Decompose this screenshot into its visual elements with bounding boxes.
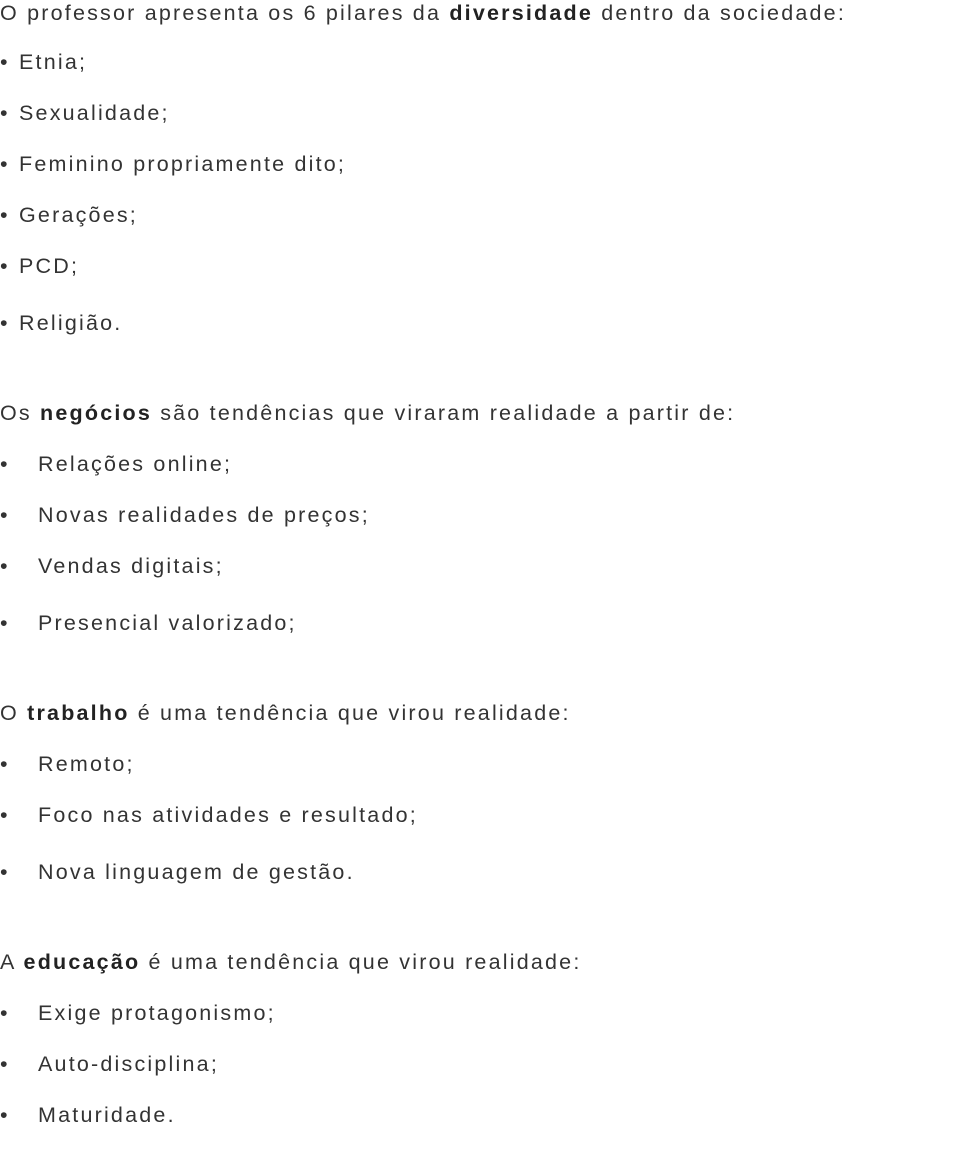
paragraph-diversidade: O professor apresenta os 6 pilares da diversidade dentro da sociedade: — [0, 1, 847, 25]
paragraph-trabalho: O trabalho é uma tendência que virou realidade: — [0, 701, 571, 725]
list-item: • Maturidade. — [0, 1103, 176, 1127]
list-item: • Novas realidades de preços; — [0, 503, 370, 527]
list-item: • Feminino propriamente dito; — [0, 152, 347, 176]
list-item: • Vendas digitais; — [0, 554, 224, 578]
keyword-trabalho: trabalho — [27, 701, 130, 725]
list-item: • Nova linguagem de gestão. — [0, 860, 355, 884]
list-item: • Exige protagonismo; — [0, 1001, 276, 1025]
list-item: • Presencial valorizado; — [0, 611, 297, 635]
list-item: • Sexualidade; — [0, 101, 170, 125]
list-item: • Etnia; — [0, 50, 88, 74]
list-item: • PCD; — [0, 254, 80, 278]
paragraph-negocios: Os negócios são tendências que viraram realidade a partir de: — [0, 401, 736, 425]
paragraph-educacao: A educação é uma tendência que virou realidade: — [0, 950, 582, 974]
list-item: • Relações online; — [0, 452, 233, 476]
list-item: • Auto-disciplina; — [0, 1052, 219, 1076]
list-item: • Gerações; — [0, 203, 138, 227]
keyword-diversidade: diversidade — [449, 1, 594, 25]
list-item: • Religião. — [0, 311, 123, 335]
keyword-negocios: negócios — [40, 401, 153, 425]
list-item: • Foco nas atividades e resultado; — [0, 803, 418, 827]
list-item: • Remoto; — [0, 752, 135, 776]
keyword-educacao: educação — [23, 950, 141, 974]
